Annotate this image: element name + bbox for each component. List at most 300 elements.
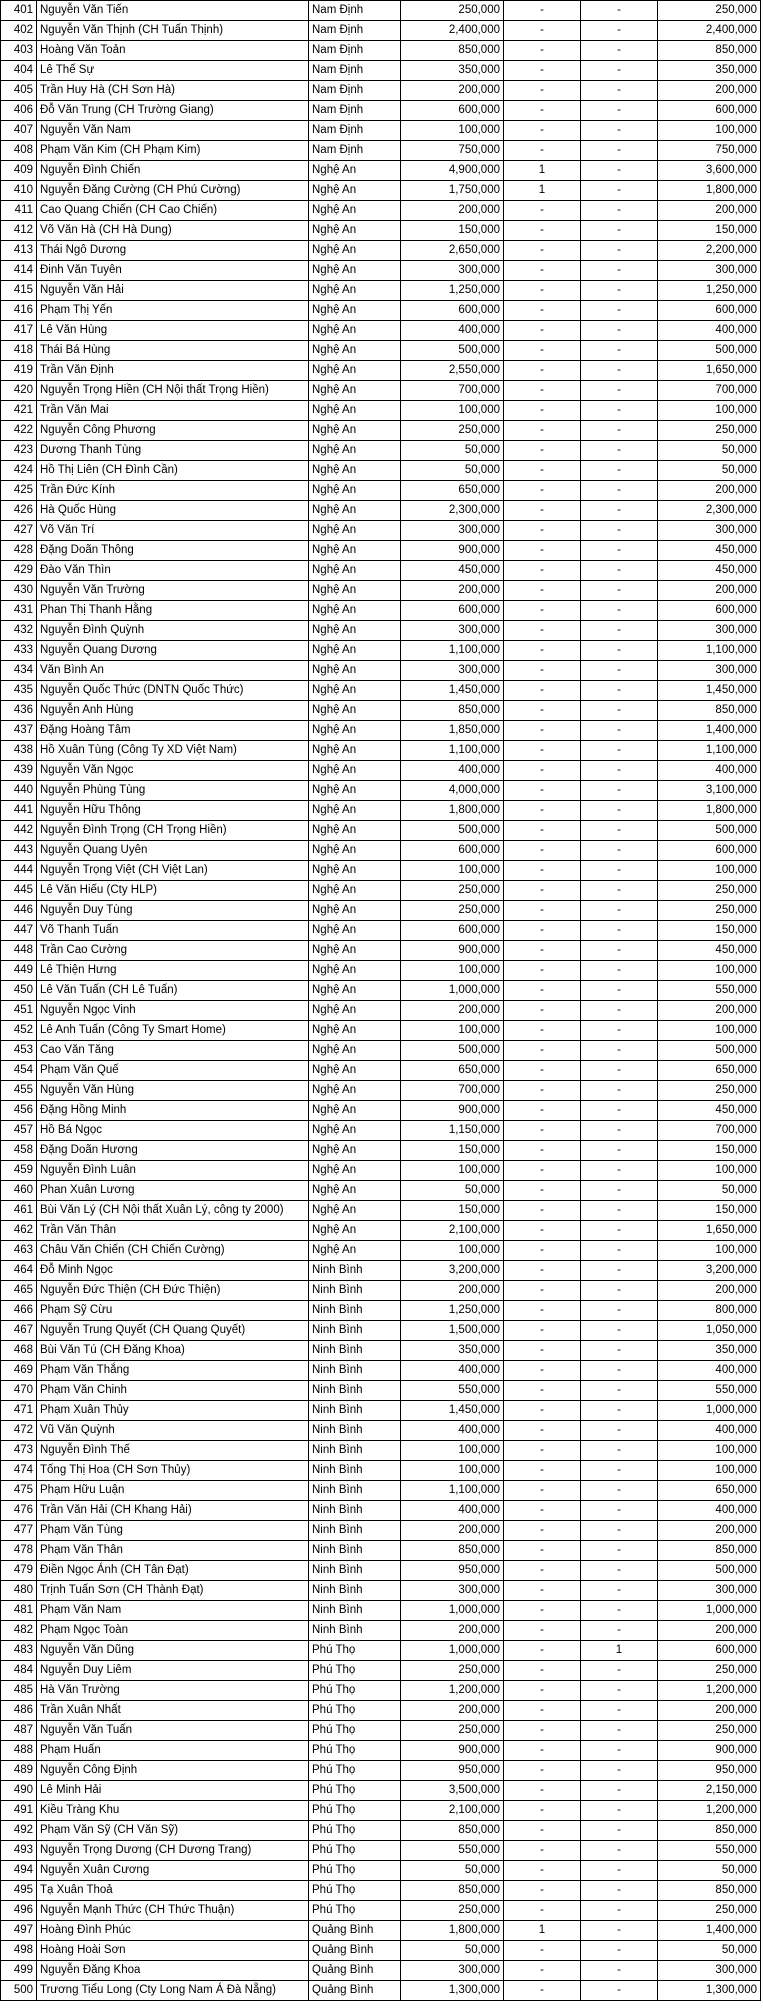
- cell-flag-1[interactable]: -: [504, 481, 581, 501]
- cell-stt[interactable]: 485: [1, 1681, 37, 1701]
- cell-flag-1[interactable]: -: [504, 1981, 581, 2001]
- cell-total[interactable]: 200,000: [658, 481, 761, 501]
- cell-amount[interactable]: 50,000: [401, 1181, 504, 1201]
- cell-province[interactable]: Nghệ An: [309, 881, 401, 901]
- cell-amount[interactable]: 1,100,000: [401, 641, 504, 661]
- cell-name[interactable]: Phạm Văn Nam: [37, 1601, 309, 1621]
- cell-name[interactable]: Nguyễn Văn Hùng: [37, 1081, 309, 1101]
- cell-name[interactable]: Nguyễn Văn Ngọc: [37, 761, 309, 781]
- cell-amount[interactable]: 1,800,000: [401, 1921, 504, 1941]
- cell-name[interactable]: Bùi Văn Lý (CH Nội thất Xuân Lý, công ty 2000): [37, 1201, 309, 1221]
- cell-flag-1[interactable]: -: [504, 1421, 581, 1441]
- cell-amount[interactable]: 900,000: [401, 1741, 504, 1761]
- cell-flag-2[interactable]: -: [581, 701, 658, 721]
- cell-province[interactable]: Phú Thọ: [309, 1881, 401, 1901]
- cell-flag-2[interactable]: -: [581, 1181, 658, 1201]
- cell-amount[interactable]: 200,000: [401, 201, 504, 221]
- cell-name[interactable]: Đặng Hoàng Tâm: [37, 721, 309, 741]
- cell-amount[interactable]: 100,000: [401, 1241, 504, 1261]
- cell-amount[interactable]: 1,200,000: [401, 1681, 504, 1701]
- cell-amount[interactable]: 1,450,000: [401, 1401, 504, 1421]
- cell-province[interactable]: Ninh Bình: [309, 1281, 401, 1301]
- cell-province[interactable]: Nghệ An: [309, 761, 401, 781]
- cell-stt[interactable]: 488: [1, 1741, 37, 1761]
- cell-total[interactable]: 1,200,000: [658, 1681, 761, 1701]
- cell-name[interactable]: Phạm Thị Yến: [37, 301, 309, 321]
- cell-flag-1[interactable]: -: [504, 841, 581, 861]
- cell-stt[interactable]: 490: [1, 1781, 37, 1801]
- cell-stt[interactable]: 471: [1, 1401, 37, 1421]
- cell-stt[interactable]: 451: [1, 1001, 37, 1021]
- cell-stt[interactable]: 469: [1, 1361, 37, 1381]
- cell-flag-2[interactable]: -: [581, 1861, 658, 1881]
- cell-stt[interactable]: 477: [1, 1521, 37, 1541]
- cell-flag-1[interactable]: -: [504, 1781, 581, 1801]
- cell-province[interactable]: Nghệ An: [309, 361, 401, 381]
- cell-flag-2[interactable]: -: [581, 501, 658, 521]
- cell-name[interactable]: Phạm Văn Kim (CH Phạm Kim): [37, 141, 309, 161]
- cell-amount[interactable]: 3,200,000: [401, 1261, 504, 1281]
- cell-amount[interactable]: 300,000: [401, 621, 504, 641]
- cell-stt[interactable]: 417: [1, 321, 37, 341]
- cell-stt[interactable]: 473: [1, 1441, 37, 1461]
- cell-flag-1[interactable]: -: [504, 941, 581, 961]
- cell-total[interactable]: 500,000: [658, 341, 761, 361]
- cell-flag-2[interactable]: -: [581, 1821, 658, 1841]
- cell-flag-1[interactable]: -: [504, 421, 581, 441]
- cell-stt[interactable]: 443: [1, 841, 37, 861]
- cell-province[interactable]: Nghệ An: [309, 1181, 401, 1201]
- cell-name[interactable]: Phạm Văn Sỹ (CH Văn Sỹ): [37, 1821, 309, 1841]
- cell-total[interactable]: 1,650,000: [658, 361, 761, 381]
- cell-flag-1[interactable]: -: [504, 281, 581, 301]
- cell-flag-1[interactable]: -: [504, 301, 581, 321]
- cell-province[interactable]: Phú Thọ: [309, 1701, 401, 1721]
- cell-flag-1[interactable]: -: [504, 1161, 581, 1181]
- cell-flag-1[interactable]: -: [504, 61, 581, 81]
- cell-stt[interactable]: 450: [1, 981, 37, 1001]
- cell-flag-1[interactable]: -: [504, 721, 581, 741]
- cell-amount[interactable]: 200,000: [401, 1621, 504, 1641]
- cell-stt[interactable]: 470: [1, 1381, 37, 1401]
- cell-name[interactable]: Cao Quang Chiến (CH Cao Chiến): [37, 201, 309, 221]
- cell-stt[interactable]: 496: [1, 1901, 37, 1921]
- cell-stt[interactable]: 467: [1, 1321, 37, 1341]
- cell-amount[interactable]: 300,000: [401, 521, 504, 541]
- cell-flag-2[interactable]: -: [581, 1561, 658, 1581]
- cell-name[interactable]: Hồ Thị Liên (CH Đình Cần): [37, 461, 309, 481]
- cell-stt[interactable]: 460: [1, 1181, 37, 1201]
- cell-total[interactable]: 700,000: [658, 381, 761, 401]
- cell-province[interactable]: Nghệ An: [309, 921, 401, 941]
- cell-stt[interactable]: 440: [1, 781, 37, 801]
- cell-province[interactable]: Ninh Bình: [309, 1261, 401, 1281]
- cell-province[interactable]: Nghệ An: [309, 401, 401, 421]
- cell-stt[interactable]: 452: [1, 1021, 37, 1041]
- cell-province[interactable]: Nghệ An: [309, 281, 401, 301]
- cell-stt[interactable]: 401: [1, 1, 37, 21]
- cell-name[interactable]: Phạm Hữu Luận: [37, 1481, 309, 1501]
- cell-total[interactable]: 3,200,000: [658, 1261, 761, 1281]
- cell-flag-1[interactable]: -: [504, 921, 581, 941]
- cell-name[interactable]: Võ Thanh Tuấn: [37, 921, 309, 941]
- cell-province[interactable]: Phú Thọ: [309, 1661, 401, 1681]
- cell-total[interactable]: 550,000: [658, 1841, 761, 1861]
- cell-total[interactable]: 150,000: [658, 1201, 761, 1221]
- cell-name[interactable]: Nguyễn Trọng Dương (CH Dương Trang): [37, 1841, 309, 1861]
- cell-amount[interactable]: 250,000: [401, 421, 504, 441]
- cell-province[interactable]: Nghệ An: [309, 261, 401, 281]
- cell-stt[interactable]: 455: [1, 1081, 37, 1101]
- cell-name[interactable]: Lê Thế Sự: [37, 61, 309, 81]
- cell-flag-1[interactable]: 1: [504, 161, 581, 181]
- cell-total[interactable]: 50,000: [658, 441, 761, 461]
- cell-total[interactable]: 850,000: [658, 1881, 761, 1901]
- cell-flag-1[interactable]: -: [504, 1961, 581, 1981]
- cell-total[interactable]: 400,000: [658, 1421, 761, 1441]
- cell-amount[interactable]: 1,000,000: [401, 1641, 504, 1661]
- cell-name[interactable]: Nguyễn Văn Trường: [37, 581, 309, 601]
- cell-total[interactable]: 100,000: [658, 1021, 761, 1041]
- cell-name[interactable]: Nguyễn Ngọc Vinh: [37, 1001, 309, 1021]
- cell-flag-2[interactable]: -: [581, 1121, 658, 1141]
- cell-amount[interactable]: 500,000: [401, 1041, 504, 1061]
- cell-total[interactable]: 1,800,000: [658, 181, 761, 201]
- cell-amount[interactable]: 100,000: [401, 121, 504, 141]
- cell-name[interactable]: Nguyễn Đăng Khoa: [37, 1961, 309, 1981]
- cell-flag-1[interactable]: -: [504, 441, 581, 461]
- cell-total[interactable]: 2,200,000: [658, 241, 761, 261]
- cell-total[interactable]: 300,000: [658, 261, 761, 281]
- cell-flag-2[interactable]: -: [581, 861, 658, 881]
- cell-name[interactable]: Cao Văn Tăng: [37, 1041, 309, 1061]
- cell-total[interactable]: 50,000: [658, 1941, 761, 1961]
- cell-province[interactable]: Ninh Bình: [309, 1381, 401, 1401]
- cell-province[interactable]: Nghệ An: [309, 1201, 401, 1221]
- cell-total[interactable]: 50,000: [658, 1861, 761, 1881]
- cell-stt[interactable]: 434: [1, 661, 37, 681]
- cell-flag-2[interactable]: -: [581, 781, 658, 801]
- cell-flag-2[interactable]: -: [581, 541, 658, 561]
- cell-flag-1[interactable]: -: [504, 1341, 581, 1361]
- cell-total[interactable]: 100,000: [658, 1441, 761, 1461]
- cell-amount[interactable]: 600,000: [401, 601, 504, 621]
- cell-flag-1[interactable]: -: [504, 1541, 581, 1561]
- cell-total[interactable]: 600,000: [658, 101, 761, 121]
- cell-total[interactable]: 1,400,000: [658, 721, 761, 741]
- cell-total[interactable]: 850,000: [658, 1821, 761, 1841]
- cell-flag-2[interactable]: -: [581, 741, 658, 761]
- cell-name[interactable]: Nguyễn Mạnh Thức (CH Thức Thuận): [37, 1901, 309, 1921]
- cell-flag-1[interactable]: -: [504, 701, 581, 721]
- cell-amount[interactable]: 650,000: [401, 1061, 504, 1081]
- cell-stt[interactable]: 489: [1, 1761, 37, 1781]
- cell-flag-2[interactable]: -: [581, 1201, 658, 1221]
- cell-total[interactable]: 200,000: [658, 1001, 761, 1021]
- cell-flag-2[interactable]: -: [581, 1001, 658, 1021]
- cell-flag-2[interactable]: -: [581, 1041, 658, 1061]
- cell-total[interactable]: 100,000: [658, 1241, 761, 1261]
- cell-total[interactable]: 300,000: [658, 621, 761, 641]
- cell-total[interactable]: 200,000: [658, 581, 761, 601]
- cell-province[interactable]: Ninh Bình: [309, 1521, 401, 1541]
- cell-flag-2[interactable]: -: [581, 1701, 658, 1721]
- cell-total[interactable]: 400,000: [658, 1361, 761, 1381]
- cell-stt[interactable]: 458: [1, 1141, 37, 1161]
- cell-total[interactable]: 2,150,000: [658, 1781, 761, 1801]
- cell-amount[interactable]: 650,000: [401, 481, 504, 501]
- cell-total[interactable]: 650,000: [658, 1061, 761, 1081]
- cell-amount[interactable]: 50,000: [401, 441, 504, 461]
- cell-stt[interactable]: 453: [1, 1041, 37, 1061]
- cell-stt[interactable]: 445: [1, 881, 37, 901]
- cell-flag-2[interactable]: -: [581, 1781, 658, 1801]
- cell-flag-1[interactable]: -: [504, 21, 581, 41]
- cell-flag-2[interactable]: -: [581, 1681, 658, 1701]
- cell-stt[interactable]: 409: [1, 161, 37, 181]
- cell-province[interactable]: Nghệ An: [309, 661, 401, 681]
- cell-amount[interactable]: 200,000: [401, 1001, 504, 1021]
- cell-stt[interactable]: 431: [1, 601, 37, 621]
- cell-total[interactable]: 950,000: [658, 1761, 761, 1781]
- cell-name[interactable]: Hoàng Đình Phúc: [37, 1921, 309, 1941]
- cell-flag-2[interactable]: -: [581, 561, 658, 581]
- cell-province[interactable]: Nghệ An: [309, 1121, 401, 1141]
- cell-flag-1[interactable]: -: [504, 1061, 581, 1081]
- cell-flag-1[interactable]: -: [504, 1941, 581, 1961]
- cell-stt[interactable]: 495: [1, 1881, 37, 1901]
- cell-flag-1[interactable]: -: [504, 861, 581, 881]
- cell-flag-2[interactable]: -: [581, 1621, 658, 1641]
- cell-flag-1[interactable]: -: [504, 1481, 581, 1501]
- cell-stt[interactable]: 472: [1, 1421, 37, 1441]
- cell-amount[interactable]: 200,000: [401, 1281, 504, 1301]
- cell-amount[interactable]: 100,000: [401, 1161, 504, 1181]
- cell-amount[interactable]: 400,000: [401, 761, 504, 781]
- cell-amount[interactable]: 300,000: [401, 1581, 504, 1601]
- cell-flag-2[interactable]: -: [581, 661, 658, 681]
- cell-stt[interactable]: 481: [1, 1601, 37, 1621]
- cell-flag-1[interactable]: -: [504, 321, 581, 341]
- cell-flag-2[interactable]: -: [581, 1521, 658, 1541]
- cell-province[interactable]: Ninh Bình: [309, 1601, 401, 1621]
- cell-amount[interactable]: 100,000: [401, 961, 504, 981]
- cell-flag-2[interactable]: -: [581, 61, 658, 81]
- cell-name[interactable]: Phan Xuân Lương: [37, 1181, 309, 1201]
- cell-name[interactable]: Kiều Tràng Khu: [37, 1801, 309, 1821]
- cell-total[interactable]: 200,000: [658, 1621, 761, 1641]
- cell-province[interactable]: Nghệ An: [309, 581, 401, 601]
- cell-flag-1[interactable]: -: [504, 241, 581, 261]
- cell-province[interactable]: Nghệ An: [309, 781, 401, 801]
- cell-flag-1[interactable]: -: [504, 1721, 581, 1741]
- cell-province[interactable]: Nghệ An: [309, 981, 401, 1001]
- cell-amount[interactable]: 1,000,000: [401, 1601, 504, 1621]
- cell-flag-2[interactable]: -: [581, 461, 658, 481]
- cell-province[interactable]: Phú Thọ: [309, 1681, 401, 1701]
- cell-name[interactable]: Nguyễn Quang Dương: [37, 641, 309, 661]
- cell-stt[interactable]: 493: [1, 1841, 37, 1861]
- cell-total[interactable]: 100,000: [658, 861, 761, 881]
- cell-province[interactable]: Nghệ An: [309, 901, 401, 921]
- cell-flag-2[interactable]: -: [581, 1741, 658, 1761]
- cell-total[interactable]: 1,000,000: [658, 1601, 761, 1621]
- cell-flag-1[interactable]: -: [504, 1181, 581, 1201]
- cell-name[interactable]: Lê Văn Tuấn (CH Lê Tuấn): [37, 981, 309, 1001]
- cell-name[interactable]: Phạm Huấn: [37, 1741, 309, 1761]
- cell-province[interactable]: Phú Thọ: [309, 1721, 401, 1741]
- cell-flag-2[interactable]: -: [581, 1341, 658, 1361]
- cell-province[interactable]: Nghệ An: [309, 721, 401, 741]
- cell-total[interactable]: 450,000: [658, 1101, 761, 1121]
- cell-province[interactable]: Nam Định: [309, 81, 401, 101]
- cell-province[interactable]: Nghệ An: [309, 861, 401, 881]
- cell-stt[interactable]: 442: [1, 821, 37, 841]
- cell-name[interactable]: Trần Xuân Nhất: [37, 1701, 309, 1721]
- cell-name[interactable]: Nguyễn Duy Tùng: [37, 901, 309, 921]
- cell-stt[interactable]: 421: [1, 401, 37, 421]
- cell-flag-1[interactable]: -: [504, 501, 581, 521]
- cell-province[interactable]: Phú Thọ: [309, 1781, 401, 1801]
- cell-flag-2[interactable]: -: [581, 961, 658, 981]
- cell-stt[interactable]: 464: [1, 1261, 37, 1281]
- cell-province[interactable]: Phú Thọ: [309, 1801, 401, 1821]
- cell-flag-1[interactable]: 1: [504, 181, 581, 201]
- cell-flag-1[interactable]: -: [504, 1221, 581, 1241]
- cell-province[interactable]: Nghệ An: [309, 741, 401, 761]
- cell-flag-2[interactable]: -: [581, 181, 658, 201]
- cell-total[interactable]: 100,000: [658, 961, 761, 981]
- cell-flag-2[interactable]: -: [581, 301, 658, 321]
- cell-flag-1[interactable]: -: [504, 1461, 581, 1481]
- cell-name[interactable]: Đỗ Minh Ngọc: [37, 1261, 309, 1281]
- cell-flag-1[interactable]: -: [504, 1641, 581, 1661]
- cell-flag-2[interactable]: -: [581, 721, 658, 741]
- cell-total[interactable]: 150,000: [658, 221, 761, 241]
- cell-flag-1[interactable]: -: [504, 541, 581, 561]
- cell-flag-2[interactable]: -: [581, 1761, 658, 1781]
- cell-province[interactable]: Nam Định: [309, 121, 401, 141]
- cell-flag-2[interactable]: -: [581, 1241, 658, 1261]
- cell-flag-2[interactable]: -: [581, 321, 658, 341]
- cell-name[interactable]: Nguyễn Đình Thế: [37, 1441, 309, 1461]
- cell-flag-1[interactable]: -: [504, 1601, 581, 1621]
- cell-flag-1[interactable]: -: [504, 1021, 581, 1041]
- cell-flag-1[interactable]: -: [504, 1401, 581, 1421]
- cell-amount[interactable]: 250,000: [401, 881, 504, 901]
- cell-stt[interactable]: 457: [1, 1121, 37, 1141]
- cell-stt[interactable]: 459: [1, 1161, 37, 1181]
- cell-name[interactable]: Nguyễn Đình Trọng (CH Trọng Hiền): [37, 821, 309, 841]
- cell-flag-1[interactable]: -: [504, 761, 581, 781]
- cell-flag-2[interactable]: -: [581, 1101, 658, 1121]
- cell-stt[interactable]: 427: [1, 521, 37, 541]
- cell-amount[interactable]: 600,000: [401, 301, 504, 321]
- cell-flag-2[interactable]: -: [581, 801, 658, 821]
- cell-name[interactable]: Phạm Ngọc Toàn: [37, 1621, 309, 1641]
- cell-total[interactable]: 900,000: [658, 1741, 761, 1761]
- cell-total[interactable]: 300,000: [658, 661, 761, 681]
- cell-province[interactable]: Ninh Bình: [309, 1441, 401, 1461]
- cell-total[interactable]: 1,450,000: [658, 681, 761, 701]
- cell-amount[interactable]: 750,000: [401, 141, 504, 161]
- cell-flag-2[interactable]: -: [581, 1081, 658, 1101]
- cell-flag-2[interactable]: -: [581, 981, 658, 1001]
- cell-province[interactable]: Nghệ An: [309, 441, 401, 461]
- cell-amount[interactable]: 850,000: [401, 1541, 504, 1561]
- cell-amount[interactable]: 1,300,000: [401, 1981, 504, 2001]
- cell-name[interactable]: Nguyễn Công Phương: [37, 421, 309, 441]
- cell-stt[interactable]: 492: [1, 1821, 37, 1841]
- cell-total[interactable]: 250,000: [658, 1901, 761, 1921]
- cell-province[interactable]: Nam Định: [309, 101, 401, 121]
- cell-total[interactable]: 200,000: [658, 1281, 761, 1301]
- cell-flag-1[interactable]: -: [504, 1381, 581, 1401]
- cell-province[interactable]: Phú Thọ: [309, 1821, 401, 1841]
- cell-flag-2[interactable]: -: [581, 41, 658, 61]
- cell-flag-1[interactable]: -: [504, 1201, 581, 1221]
- cell-flag-2[interactable]: -: [581, 1661, 658, 1681]
- cell-amount[interactable]: 50,000: [401, 1941, 504, 1961]
- cell-total[interactable]: 3,100,000: [658, 781, 761, 801]
- cell-flag-2[interactable]: -: [581, 261, 658, 281]
- cell-total[interactable]: 500,000: [658, 821, 761, 841]
- cell-province[interactable]: Ninh Bình: [309, 1341, 401, 1361]
- cell-flag-2[interactable]: -: [581, 1321, 658, 1341]
- cell-flag-1[interactable]: -: [504, 521, 581, 541]
- cell-amount[interactable]: 200,000: [401, 81, 504, 101]
- cell-total[interactable]: 1,200,000: [658, 1801, 761, 1821]
- cell-flag-2[interactable]: -: [581, 421, 658, 441]
- cell-flag-1[interactable]: -: [504, 641, 581, 661]
- cell-amount[interactable]: 400,000: [401, 1361, 504, 1381]
- cell-name[interactable]: Điền Ngọc Ánh (CH Tân Đạt): [37, 1561, 309, 1581]
- cell-stt[interactable]: 486: [1, 1701, 37, 1721]
- cell-stt[interactable]: 410: [1, 181, 37, 201]
- cell-name[interactable]: Nguyễn Đình Chiến: [37, 161, 309, 181]
- cell-flag-1[interactable]: -: [504, 1901, 581, 1921]
- cell-total[interactable]: 300,000: [658, 1961, 761, 1981]
- cell-total[interactable]: 2,300,000: [658, 501, 761, 521]
- cell-province[interactable]: Nghệ An: [309, 301, 401, 321]
- cell-province[interactable]: Nghệ An: [309, 801, 401, 821]
- cell-flag-2[interactable]: -: [581, 1721, 658, 1741]
- cell-amount[interactable]: 2,400,000: [401, 21, 504, 41]
- cell-stt[interactable]: 424: [1, 461, 37, 481]
- cell-total[interactable]: 400,000: [658, 321, 761, 341]
- cell-flag-1[interactable]: -: [504, 821, 581, 841]
- cell-province[interactable]: Ninh Bình: [309, 1361, 401, 1381]
- cell-amount[interactable]: 350,000: [401, 61, 504, 81]
- cell-name[interactable]: Nguyễn Đình Luân: [37, 1161, 309, 1181]
- cell-amount[interactable]: 1,750,000: [401, 181, 504, 201]
- cell-name[interactable]: Nguyễn Đức Thiện (CH Đức Thiện): [37, 1281, 309, 1301]
- cell-stt[interactable]: 487: [1, 1721, 37, 1741]
- cell-flag-2[interactable]: -: [581, 1221, 658, 1241]
- cell-province[interactable]: Nghệ An: [309, 821, 401, 841]
- cell-province[interactable]: Nghệ An: [309, 621, 401, 641]
- cell-amount[interactable]: 50,000: [401, 1861, 504, 1881]
- cell-amount[interactable]: 1,100,000: [401, 741, 504, 761]
- cell-amount[interactable]: 150,000: [401, 1141, 504, 1161]
- cell-total[interactable]: 250,000: [658, 1661, 761, 1681]
- cell-total[interactable]: 1,100,000: [658, 641, 761, 661]
- cell-province[interactable]: Nam Định: [309, 21, 401, 41]
- cell-stt[interactable]: 484: [1, 1661, 37, 1681]
- cell-stt[interactable]: 429: [1, 561, 37, 581]
- cell-amount[interactable]: 400,000: [401, 321, 504, 341]
- cell-stt[interactable]: 463: [1, 1241, 37, 1261]
